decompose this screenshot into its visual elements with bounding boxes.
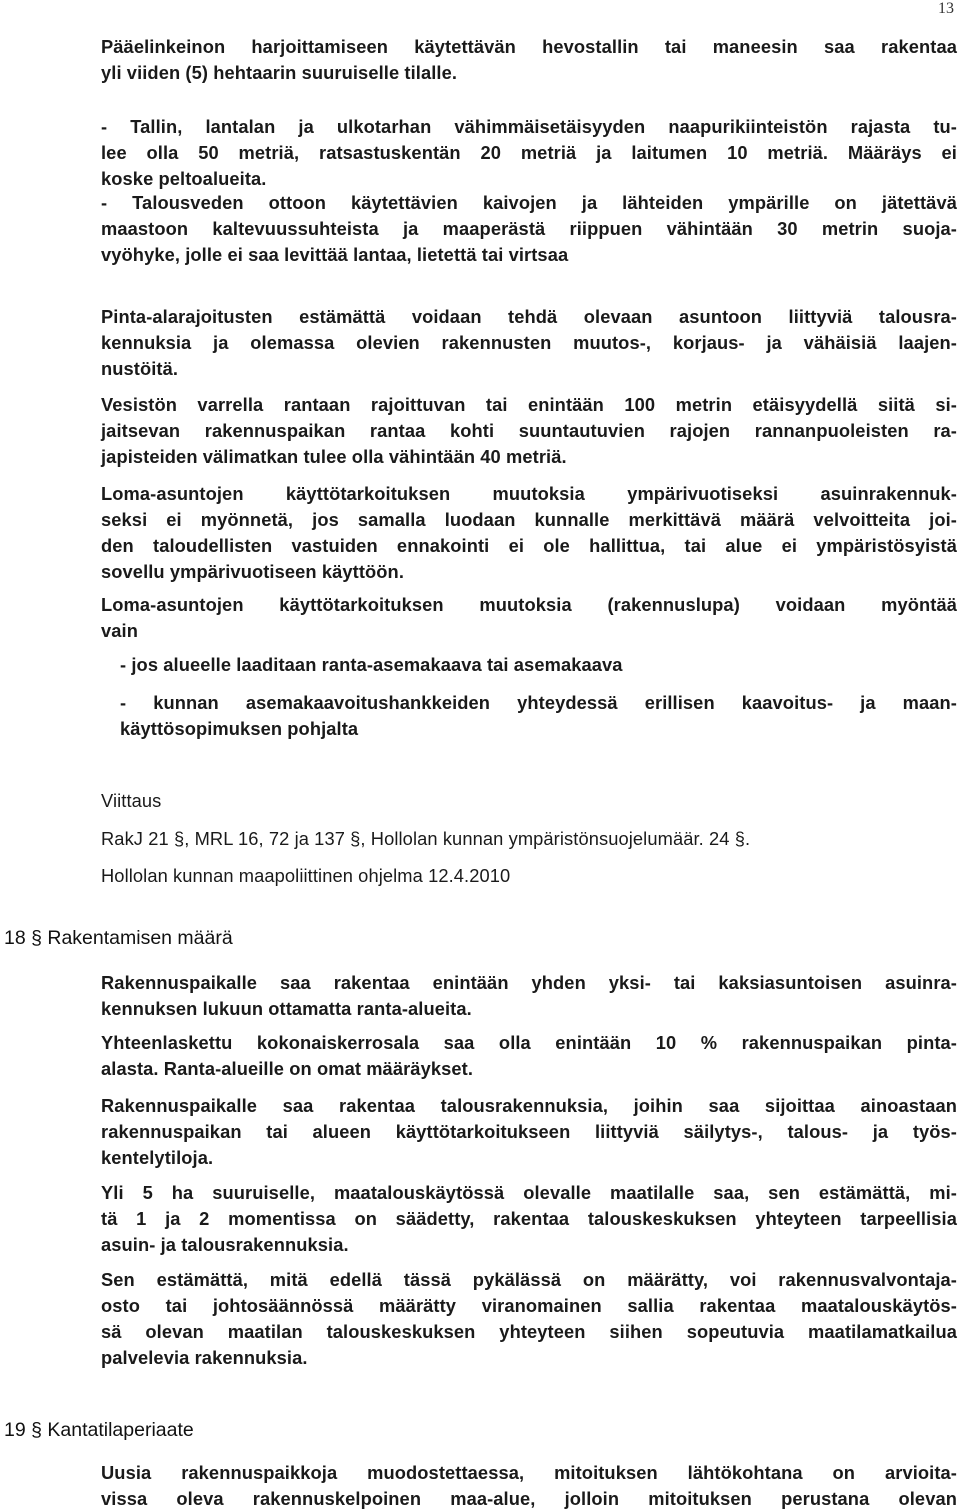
paragraph-loma-asunnot-2 — [101, 592, 957, 644]
paragraph-vesisto — [101, 392, 957, 470]
paragraph-18-1 — [101, 970, 957, 1022]
section-18-heading: 18 § Rakentamisen määrä — [4, 927, 233, 949]
text-line: palvelevia rakennuksia. — [101, 1347, 308, 1368]
text-line: yli viiden (5) hehtaarin suuruiselle tilalle. — [101, 62, 458, 83]
text-line: seksi ei myönnetä, jos samalla luodaan kunnalle merkittävä määrä velvoitteita joi- — [101, 509, 957, 530]
text-line: Rakennuspaikalle saa rakentaa talousrakennuksia, joihin saa sijoittaa ainoastaan — [101, 1095, 957, 1116]
paragraph-tallin — [101, 114, 957, 192]
paragraph-18-2 — [101, 1030, 957, 1082]
viittaus-reference — [101, 826, 957, 852]
text-line: kennuksen lukuun ottamatta ranta-alueita. — [101, 998, 472, 1019]
text-line: osto tai johtosäännössä määrätty viranomainen sallia rakentaa maatalouskäytös- — [101, 1295, 957, 1316]
viittaus-label-text: Viittaus — [101, 790, 162, 811]
viittaus-reference-text: RakJ 21 §, MRL 16, 72 ja 137 §, Hollolan kunnan ympäristönsuojelumäär. 24 §. — [101, 828, 751, 849]
text-line: japisteiden välimatkan tulee olla vähintään 40 metriä. — [101, 446, 567, 467]
paragraph-19-1 — [101, 1460, 957, 1512]
bullet-item — [120, 652, 957, 678]
text-line: vyöhyke, jolle ei saa levittää lantaa, lietettä tai virtsaa — [101, 244, 569, 265]
text-line: - jos alueelle laaditaan ranta-asemakaava tai asemakaava — [120, 654, 623, 675]
section-19-heading: 19 § Kantatilaperiaate — [4, 1419, 194, 1441]
text-line: Rakennuspaikalle saa rakentaa enintään yhden yksi- tai kaksiasuntoisen asuinra- — [101, 972, 957, 993]
viittaus-document — [101, 863, 957, 889]
text-line: vissa oleva rakennuskelpoinen maa-alue, jolloin mitoituksen perustana olevan — [101, 1488, 957, 1509]
text-line: - Tallin, lantalan ja ulkotarhan vähimmäisetäisyyden naapurikiinteistön rajasta tu- — [101, 116, 957, 137]
bullet-item — [120, 690, 957, 742]
text-line: alasta. Ranta-alueille on omat määräykset. — [101, 1058, 474, 1079]
paragraph-intro — [101, 34, 957, 86]
text-line: kennuksia ja olemassa olevien rakennusten muutos-, korjaus- ja vähäisiä laajen- — [101, 332, 957, 353]
text-line: sä olevan maatilan talouskeskuksen yhteyteen siihen sopeutuvia maatilamatkailua — [101, 1321, 957, 1342]
paragraph-18-4 — [101, 1180, 957, 1258]
text-line: käyttösopimuksen pohjalta — [120, 718, 359, 739]
text-line: lee olla 50 metriä, ratsastuskentän 20 metriä ja laitumen 10 metriä. Määräys ei — [101, 142, 957, 163]
text-line: kentelytiloja. — [101, 1147, 214, 1168]
page-number: 13 — [938, 0, 954, 17]
text-line: Pääelinkeinon harjoittamiseen käytettävän hevostallin tai maneesin saa rakentaa — [101, 36, 957, 57]
paragraph-18-3 — [101, 1093, 957, 1171]
text-line: maastoon kaltevuussuhteista ja maaperästä riippuen vähintään 30 metrin suoja- — [101, 218, 957, 239]
text-line: nustöitä. — [101, 358, 179, 379]
paragraph-pinta-ala — [101, 304, 957, 382]
text-line: tä 1 ja 2 momentissa on säädetty, rakentaa talouskeskuksen yhteyteen tarpeellisia — [101, 1208, 957, 1229]
text-line: rakennuspaikan tai alueen käyttötarkoitukseen liittyviä säilytys-, talous- ja työs- — [101, 1121, 957, 1142]
text-line: Yhteenlaskettu kokonaiskerrosala saa olla enintään 10 % rakennuspaikan pinta- — [101, 1032, 957, 1053]
text-line: sovellu ympärivuotiseen käyttöön. — [101, 561, 404, 582]
paragraph-loma-asunnot-1 — [101, 481, 957, 585]
text-line: - kunnan asemakaavoitushankkeiden yhteydessä erillisen kaavoitus- ja maan- — [120, 692, 957, 713]
text-line: - Talousveden ottoon käytettävien kaivojen ja lähteiden ympärille on jätettävä — [101, 192, 957, 213]
text-line: vain — [101, 620, 138, 641]
text-line: Uusia rakennuspaikkoja muodostettaessa, mitoituksen lähtökohtana on arvioita- — [101, 1462, 957, 1483]
text-line: koske peltoalueita. — [101, 168, 267, 189]
text-line: Sen estämättä, mitä edellä tässä pykälässä on määrätty, voi rakennusvalvontaja- — [101, 1269, 957, 1290]
paragraph-talousvesi — [101, 190, 957, 268]
text-line: Pinta-alarajoitusten estämättä voidaan tehdä olevaan asuntoon liittyviä talousra- — [101, 306, 957, 327]
viittaus-label — [101, 788, 957, 814]
text-line: asuin- ja talousrakennuksia. — [101, 1234, 349, 1255]
text-line: den taloudellisten vastuiden ennakointi ei ole hallittua, tai alue ei ympäristösyistä — [101, 535, 957, 556]
viittaus-document-text: Hollolan kunnan maapoliittinen ohjelma 12.4.2010 — [101, 865, 511, 886]
text-line: Vesistön varrella rantaan rajoittuvan tai enintään 100 metrin etäisyydellä siitä si- — [101, 394, 957, 415]
text-line: jaitsevan rakennuspaikan rantaa kohti suuntautuvien rajojen rannanpuoleisten ra- — [101, 420, 957, 441]
text-line: Loma-asuntojen käyttötarkoituksen muutoksia ympärivuotiseksi asuinrakennuk- — [101, 483, 957, 504]
paragraph-18-5 — [101, 1267, 957, 1371]
text-line: Loma-asuntojen käyttötarkoituksen muutoksia (rakennuslupa) voidaan myöntää — [101, 594, 957, 615]
text-line: Yli 5 ha suuruiselle, maatalouskäytössä olevalle maatilalle saa, sen estämättä, mi- — [101, 1182, 957, 1203]
